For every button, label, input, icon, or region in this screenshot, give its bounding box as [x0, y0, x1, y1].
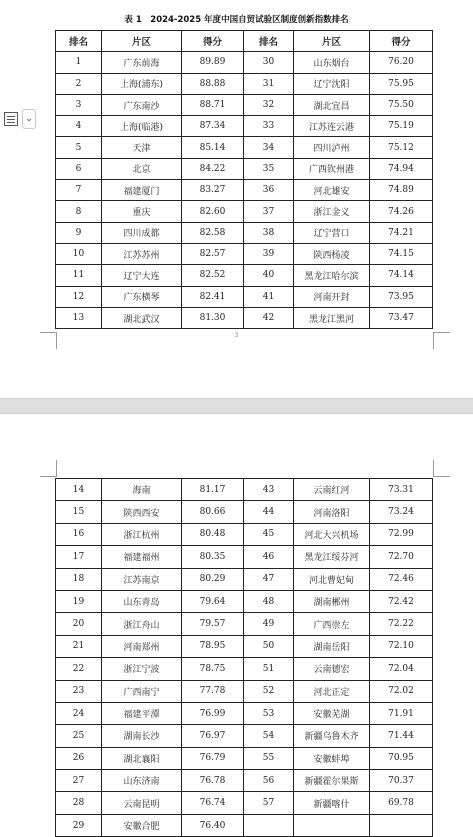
region-cell: 浙江杭州	[102, 523, 182, 545]
rank-cell: 33	[244, 116, 294, 137]
score-cell: 85.14	[182, 137, 244, 158]
score-cell: 78.75	[182, 658, 244, 680]
rank-cell: 54	[244, 725, 294, 747]
region-cell: 江苏南京	[102, 568, 182, 590]
region-cell: 湖南岳阳	[294, 635, 370, 657]
region-cell: 广西南宁	[102, 680, 182, 702]
header-rank: 排名	[244, 31, 294, 52]
table-row	[56, 613, 433, 635]
region-cell: 黑龙江哈尔滨	[294, 265, 370, 286]
score-cell: 87.34	[182, 116, 244, 137]
rank-cell: 56	[244, 770, 294, 792]
region-cell: 河北大兴机场	[294, 523, 370, 545]
rank-cell: 12	[56, 286, 102, 307]
score-cell: 75.19	[370, 116, 433, 137]
score-cell: 73.24	[370, 501, 433, 523]
table-row	[56, 702, 433, 724]
region-cell: 云南德宏	[294, 658, 370, 680]
rank-cell: 37	[244, 201, 294, 222]
table-row	[56, 568, 433, 590]
score-cell: 80.48	[182, 523, 244, 545]
score-cell: 70.95	[370, 747, 433, 769]
score-cell: 74.89	[370, 180, 433, 201]
rank-cell: 3	[56, 94, 102, 115]
rank-cell: 26	[56, 747, 102, 769]
table-row	[56, 116, 433, 137]
region-cell: 河北雄安	[294, 180, 370, 201]
region-cell: 辽宁沈阳	[294, 73, 370, 94]
table-row	[56, 222, 433, 243]
rank-cell: 28	[56, 792, 102, 814]
rank-cell: 29	[56, 814, 102, 836]
rank-cell: 43	[244, 479, 294, 501]
rank-cell: 17	[56, 546, 102, 568]
table-row	[56, 158, 433, 179]
rank-cell: 42	[244, 307, 294, 328]
region-cell: 河北曹妃甸	[294, 568, 370, 590]
header-score: 得分	[370, 31, 433, 52]
rank-cell: 46	[244, 546, 294, 568]
rank-cell: 15	[56, 501, 102, 523]
region-cell: 山东烟台	[294, 52, 370, 73]
table-row	[56, 814, 433, 836]
chevron-down-icon[interactable]: ⌄	[22, 109, 36, 129]
score-cell: 72.10	[370, 635, 433, 657]
score-cell: 72.70	[370, 546, 433, 568]
score-cell: 72.99	[370, 523, 433, 545]
rank-cell: 18	[56, 568, 102, 590]
region-cell: 浙江宁波	[102, 658, 182, 680]
table-row	[56, 635, 433, 657]
region-cell: 江苏连云港	[294, 116, 370, 137]
rank-cell: 14	[56, 479, 102, 501]
rank-cell: 5	[56, 137, 102, 158]
region-cell: 河南洛阳	[294, 501, 370, 523]
score-cell: 78.95	[182, 635, 244, 657]
region-cell: 湖北宜昌	[294, 94, 370, 115]
region-cell: 云南昆明	[102, 792, 182, 814]
rank-cell: 9	[56, 222, 102, 243]
score-cell: 76.20	[370, 52, 433, 73]
region-cell: 福建厦门	[102, 180, 182, 201]
score-cell: 76.79	[182, 747, 244, 769]
region-cell: 新疆乌鲁木齐	[294, 725, 370, 747]
score-cell: 80.29	[182, 568, 244, 590]
score-cell: 75.95	[370, 73, 433, 94]
rank-cell	[244, 814, 294, 836]
score-cell: 72.04	[370, 658, 433, 680]
table-row	[56, 52, 433, 73]
region-cell: 浙江金义	[294, 201, 370, 222]
region-cell: 陕西杨凌	[294, 243, 370, 264]
header-score: 得分	[182, 31, 244, 52]
rank-cell: 35	[244, 158, 294, 179]
score-cell: 77.78	[182, 680, 244, 702]
score-cell: 73.31	[370, 479, 433, 501]
table-row	[56, 523, 433, 545]
table-row	[56, 201, 433, 222]
region-cell: 海南	[102, 479, 182, 501]
region-cell: 上海(浦东)	[102, 73, 182, 94]
rank-cell: 48	[244, 590, 294, 612]
region-cell: 河南开封	[294, 286, 370, 307]
document-page-2	[0, 414, 473, 833]
ranking-table-part-2	[55, 478, 433, 837]
rank-cell: 11	[56, 265, 102, 286]
region-cell: 新疆喀什	[294, 792, 370, 814]
region-cell: 广东前海	[102, 52, 182, 73]
score-cell: 84.22	[182, 158, 244, 179]
score-cell: 80.66	[182, 501, 244, 523]
score-cell: 88.71	[182, 94, 244, 115]
rank-cell: 51	[244, 658, 294, 680]
rank-cell: 24	[56, 702, 102, 724]
score-cell: 74.15	[370, 243, 433, 264]
score-cell: 72.02	[370, 680, 433, 702]
region-cell: 安徽合肥	[102, 814, 182, 836]
region-cell: 天津	[102, 137, 182, 158]
region-cell: 浙江舟山	[102, 613, 182, 635]
rank-cell: 2	[56, 73, 102, 94]
score-cell: 76.78	[182, 770, 244, 792]
region-cell: 重庆	[102, 201, 182, 222]
table-header-row	[56, 31, 433, 52]
layout-options-button[interactable]	[0, 108, 38, 130]
score-cell: 71.44	[370, 725, 433, 747]
score-cell	[370, 814, 433, 836]
rank-cell: 49	[244, 613, 294, 635]
rank-cell: 20	[56, 613, 102, 635]
table-row	[56, 73, 433, 94]
score-cell: 72.42	[370, 590, 433, 612]
table-row	[56, 307, 433, 328]
region-cell: 湖南长沙	[102, 725, 182, 747]
rank-cell: 50	[244, 635, 294, 657]
region-cell: 广东南沙	[102, 94, 182, 115]
region-cell: 山东青岛	[102, 590, 182, 612]
rank-cell: 36	[244, 180, 294, 201]
score-cell: 74.14	[370, 265, 433, 286]
rank-cell: 16	[56, 523, 102, 545]
region-cell: 山东济南	[102, 770, 182, 792]
table-row	[56, 658, 433, 680]
score-cell: 73.47	[370, 307, 433, 328]
table-row	[56, 546, 433, 568]
rank-cell: 44	[244, 501, 294, 523]
region-cell: 福建平潭	[102, 702, 182, 724]
score-cell: 82.60	[182, 201, 244, 222]
rank-cell: 10	[56, 243, 102, 264]
rank-cell: 27	[56, 770, 102, 792]
score-cell: 74.94	[370, 158, 433, 179]
score-cell: 76.99	[182, 702, 244, 724]
score-cell: 75.12	[370, 137, 433, 158]
table-row	[56, 180, 433, 201]
rank-cell: 41	[244, 286, 294, 307]
score-cell: 88.88	[182, 73, 244, 94]
page-separator	[0, 398, 473, 414]
rank-cell: 52	[244, 680, 294, 702]
table-row	[56, 725, 433, 747]
header-region: 片区	[294, 31, 370, 52]
score-cell: 76.74	[182, 792, 244, 814]
score-cell: 72.46	[370, 568, 433, 590]
score-cell: 73.95	[370, 286, 433, 307]
table-row	[56, 286, 433, 307]
score-cell: 76.97	[182, 725, 244, 747]
rank-cell: 1	[56, 52, 102, 73]
table-row	[56, 137, 433, 158]
rank-cell: 8	[56, 201, 102, 222]
rank-cell: 53	[244, 702, 294, 724]
region-cell: 河南郑州	[102, 635, 182, 657]
region-cell: 云南红河	[294, 479, 370, 501]
rank-cell: 22	[56, 658, 102, 680]
table-row	[56, 265, 433, 286]
region-cell: 福建福州	[102, 546, 182, 568]
rank-cell: 57	[244, 792, 294, 814]
region-cell: 四川泸州	[294, 137, 370, 158]
score-cell: 82.41	[182, 286, 244, 307]
rank-cell: 31	[244, 73, 294, 94]
rank-cell: 40	[244, 265, 294, 286]
score-cell: 71.91	[370, 702, 433, 724]
score-cell: 76.40	[182, 814, 244, 836]
rank-cell: 13	[56, 307, 102, 328]
score-cell: 69.78	[370, 792, 433, 814]
region-cell: 江苏苏州	[102, 243, 182, 264]
score-cell: 82.58	[182, 222, 244, 243]
score-cell: 74.21	[370, 222, 433, 243]
region-cell: 黑龙江黑河	[294, 307, 370, 328]
rank-cell: 21	[56, 635, 102, 657]
score-cell: 83.27	[182, 180, 244, 201]
score-cell: 79.64	[182, 590, 244, 612]
rank-cell: 45	[244, 523, 294, 545]
region-cell: 安徽蚌埠	[294, 747, 370, 769]
score-cell: 80.35	[182, 546, 244, 568]
score-cell: 89.89	[182, 52, 244, 73]
score-cell: 72.22	[370, 613, 433, 635]
region-cell: 辽宁大连	[102, 265, 182, 286]
region-cell: 河北正定	[294, 680, 370, 702]
rank-cell: 7	[56, 180, 102, 201]
score-cell: 81.17	[182, 479, 244, 501]
rank-cell: 6	[56, 158, 102, 179]
rank-cell: 19	[56, 590, 102, 612]
region-cell: 湖北襄阳	[102, 747, 182, 769]
table-row	[56, 94, 433, 115]
score-cell: 75.50	[370, 94, 433, 115]
region-cell: 北京	[102, 158, 182, 179]
header-region: 片区	[102, 31, 182, 52]
table-row	[56, 770, 433, 792]
rank-cell: 25	[56, 725, 102, 747]
text-wrap-icon[interactable]	[4, 112, 18, 126]
rank-cell: 32	[244, 94, 294, 115]
table-row	[56, 243, 433, 264]
score-cell: 81.30	[182, 307, 244, 328]
region-cell: 广东横琴	[102, 286, 182, 307]
rank-cell: 47	[244, 568, 294, 590]
score-cell: 79.57	[182, 613, 244, 635]
region-cell	[294, 814, 370, 836]
page-corner-mark	[40, 460, 57, 477]
table-row	[56, 792, 433, 814]
region-cell: 安徽芜湖	[294, 702, 370, 724]
table-row	[56, 479, 433, 501]
region-cell: 广西崇左	[294, 613, 370, 635]
table-row	[56, 680, 433, 702]
table-row	[56, 747, 433, 769]
score-cell: 74.26	[370, 201, 433, 222]
rank-cell: 34	[244, 137, 294, 158]
region-cell: 新疆霍尔果斯	[294, 770, 370, 792]
region-cell: 黑龙江绥芬河	[294, 546, 370, 568]
region-cell: 四川成都	[102, 222, 182, 243]
region-cell: 陕西西安	[102, 501, 182, 523]
table-row	[56, 501, 433, 523]
rank-cell: 4	[56, 116, 102, 137]
header-rank: 排名	[56, 31, 102, 52]
table-row	[56, 590, 433, 612]
document-page-1	[0, 0, 473, 398]
region-cell: 辽宁营口	[294, 222, 370, 243]
rank-cell: 38	[244, 222, 294, 243]
rank-cell: 39	[244, 243, 294, 264]
score-cell: 82.57	[182, 243, 244, 264]
score-cell: 70.37	[370, 770, 433, 792]
rank-cell: 30	[244, 52, 294, 73]
region-cell: 广西钦州港	[294, 158, 370, 179]
region-cell: 湖南郴州	[294, 590, 370, 612]
table-caption: 表 1 2024-2025 年度中国自贸试验区制度创新指数排名	[124, 15, 349, 25]
ranking-table-part-1	[55, 30, 433, 329]
region-cell: 湖北武汉	[102, 307, 182, 328]
score-cell: 82.52	[182, 265, 244, 286]
rank-cell: 23	[56, 680, 102, 702]
region-cell: 上海(临港)	[102, 116, 182, 137]
page-corner-mark	[433, 460, 450, 477]
page-number: 3	[234, 332, 239, 339]
rank-cell: 55	[244, 747, 294, 769]
